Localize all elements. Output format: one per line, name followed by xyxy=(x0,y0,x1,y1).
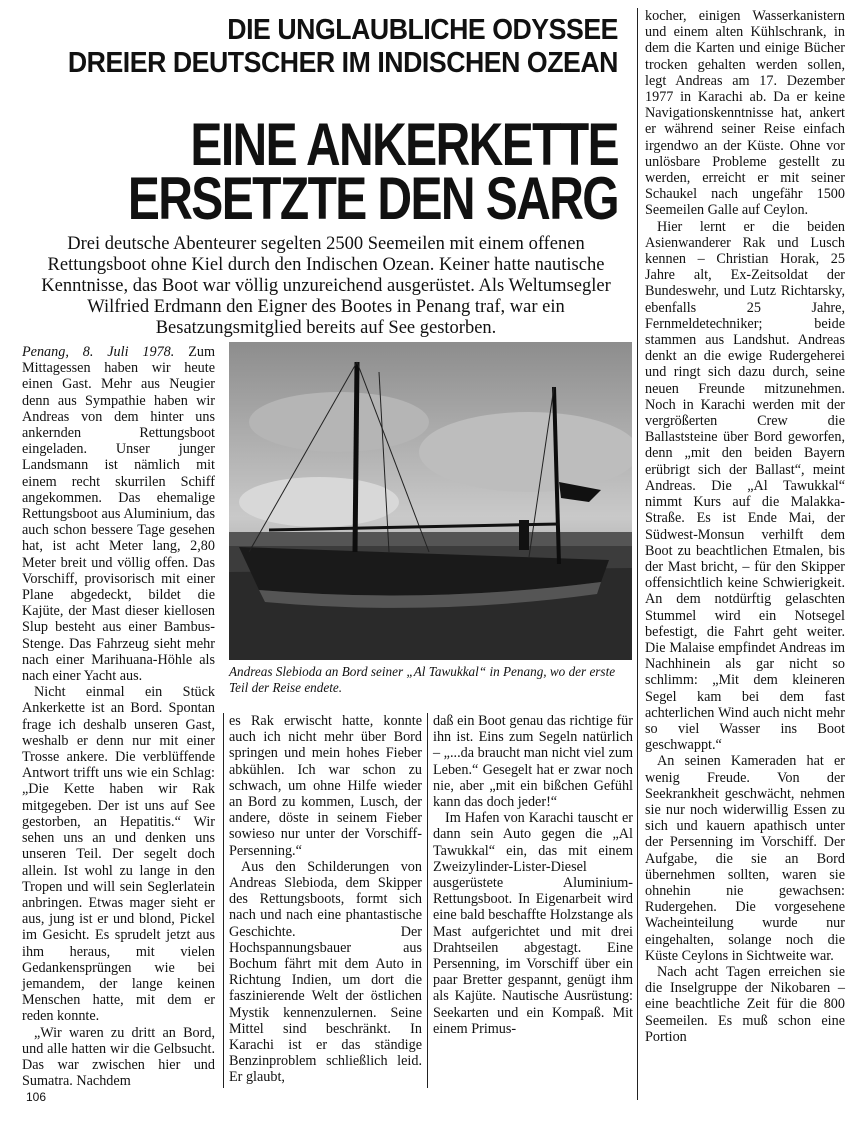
lead-paragraph: Drei deutsche Abenteurer segelten 2500 Seemeilen mit einem offenen Rettungsboot ohne Kiel durch den Indischen Ozean. Keiner hatte nautische Kenntnisse, das Boot war völlig unzureichend ausgerüstet. Als Weltumsegler Wilfried Erdmann den Eigner des Bootes in Penang traf, war ein Besatzungsmitglied bereits auf See gestorben. xyxy=(41,234,611,338)
article-column-2 xyxy=(229,713,422,1086)
page-number: 106 xyxy=(26,1090,47,1104)
paragraph: daß ein Boot genau das richtige für ihn ist. Eins zum Segeln natürlich – „...da braucht man nicht viel zum Leben.“ Gesegelt hat er zwar noch nie, aber „mit ein bißchen Gefühl kann das doch jeder!“ xyxy=(433,713,633,811)
column-rule xyxy=(223,713,224,1088)
kicker xyxy=(49,14,618,80)
boat-photo-image xyxy=(229,342,632,660)
boat-photo xyxy=(229,342,632,660)
kicker-line-1: DIE UNGLAUBLICHE ODYSSEE xyxy=(227,14,618,46)
paragraph: An seinen Kameraden hat er wenig Freude. Von der Seekrankheit geschwächt, nehmen sie nur noch widerwillig Essen zu sich und kauern apathisch unter der Persenning im Vorschiff. Der Aufgabe, die sie an Bord übernehmen sollten, waren sie ohnehin nie gewachsen: Rudergehen. Die vorgesehene Wacheinteilung wurde nur eingehalten, solange noch die Küste Ceylons in Sichtweite war. xyxy=(645,753,845,964)
headline-line-1: EINE ANKERKETTE xyxy=(190,111,618,178)
paragraph: Im Hafen von Karachi tauscht er dann sein Auto gegen die „Al Tawukkal“ ein, das mit einem Zweizylinder-Lister-Diesel ausgerüstete Aluminium-Rettungsboot. In Eigenarbeit wird eine bald beschaffte Holzstange als Mast aufgerichtet und mit drei Drahtseilen abgestagt. Eine Persenning, im Vorschiff über ein paar Bretter gespannt, genügt ihm als Kajüte. Nautische Ausrüstung: Seekarten und ein Kompaß. Mit einem Primus- xyxy=(433,810,633,1037)
headline-line-2: ERSETZTE DEN SARG xyxy=(127,165,619,232)
paragraph-text: Zum Mittagessen haben wir heute einen Gast. Mehr aus Neugier denn aus Sympathie haben wir Andreas von dem hinter uns ankernden Rettungsboot eingeladen. Unser junger Landsmann ist nämlich mit einem recht skurrilen Schiff angekommen. Das ehemalige Rettungsboot aus Aluminium, das auch schon bessere Tage gesehen hat, ist acht Meter lang, 2,80 Meter breit und völlig offen. Das Vorschiff, provisorisch mit einer Plane abgedeckt, bildet die Kajüte, der Mast dieser kiellosen Slup besteht aus einer Bambus-Stenge. Das Fahrzeug sieht mehr nach einer Marihuana-Höhle als nach einer Yacht aus. xyxy=(22,344,215,685)
dateline: Penang, 8. Juli 1978. xyxy=(22,344,175,360)
article-column-4 xyxy=(645,8,845,1045)
article-column-3 xyxy=(433,713,633,1037)
column-rule xyxy=(427,713,428,1088)
headline xyxy=(124,111,619,232)
photo-caption: Andreas Slebioda an Bord seiner „Al Tawukkal“ in Penang, wo der erste Teil der Reise endete. xyxy=(229,664,616,695)
column-rule xyxy=(637,8,638,1100)
paragraph: kocher, einigen Wasserkanistern und einem alten Kühlschrank, in dem die Karten und einige Bücher trocken gehalten werden sollen, legt Andreas am 17. Dezember 1977 in Karachi ab. Da er keine Navigationskenntnisse hat, ankert er während seiner Reise einfach irgendwo an der Küste. Ohne vor unlösbare Probleme gestellt zu werden, erreicht er mit seiner Schaukel nach ungefähr 1500 Seemeilen Galle auf Ceylon. xyxy=(645,8,845,219)
paragraph: Hier lernt er die beiden Asienwanderer Rak und Lusch kennen – Christian Horak, 25 Jahre alt, Ex-Zeitsoldat der Bundeswehr, und Lutz Richtarsky, ebenfalls 25 Jahre, Fernmeldetechniker; beide stammen aus Landshut. Andreas denkt an die ewige Rudergeherei und ringt sich dazu durch, seine neuen Freunde mitzunehmen. Noch in Karachi werden mit der vergrößerten Crew die Ballaststeine über Bord geworfen, denn „mit den beiden Bayern erübrigt sich der Ballast“, meint Andreas. Die „Al Tawukkal“ nimmt Kurs auf die Malakka-Straße. Es ist Ende Mai, der Südwest-Monsun verhilft dem Boot zu beachtlichen Etmalen, bis der Mast bricht, – für den Skipper offensichtlich keine Schwierigkeit. An dem notdürftig gelaschten Stummel wird ein Notsegel befestigt, die Fahrt geht weiter. Die Malaise empfindet Andreas im Nachhinein als gar nicht so schlimm: „Mit dem kleineren Segel kam bei dem fast achterlichen Wind auch nicht mehr so viel Wasser ins Boot geschwappt.“ xyxy=(645,218,845,754)
paragraph: Aus den Schilderungen von Andreas Slebioda, dem Skipper des Rettungsboots, formt sich nach und nach eine phantastische Geschichte. Der Hochspannungsbauer aus Bochum fährt mit dem Auto in Richtung Indien, um dort die faszinierende Welt der östlichen Mystik kennenzulernen. Seine Mittel sind beschränkt. In Karachi ist er das ständige Benzinproblem schließlich leid. Er glaubt, xyxy=(229,858,422,1086)
article-column-1 xyxy=(22,344,215,1089)
kicker-line-2: DREIER DEUTSCHER IM INDISCHEN OZEAN xyxy=(67,47,618,79)
paragraph: „Wir waren zu dritt an Bord, und alle hatten wir die Gelbsucht. Das war zwischen hier und Sumatra. Nachdem xyxy=(22,1024,215,1090)
paragraph: Nicht einmal ein Stück Ankerkette ist an Bord. Spontan frage ich deshalb unseren Gast, weshalb er denn nur mit einer Trosse ankere. Die verblüffende Antwort trifft uns wie ein Schlag: „Die Kette haben wir Rak mitgegeben. Der ist uns auf See gestorben, an Hepatitis.“ Wir sehen uns an und denken uns unseren Teil. Der segelt doch allein. Ist wohl zu lange in den Tropen und will sein Seglerlatein anbringen. Etwas mager sieht er aus, jung ist er und blond, Pickel im Gesicht. Es sprudelt jetzt aus ihm heraus, mit vielen Gedankensprüngen wie bei jemandem, der lange keinen Menschen hatte, mit dem er reden konnte. xyxy=(22,684,215,1025)
paragraph xyxy=(22,344,215,684)
paragraph: es Rak erwischt hatte, konnte auch ich nicht mehr über Bord springen und mein hohes Fieber abkühlen. Ich war schon zu schwach, um ohne Hilfe wieder an Bord zu kommen, Lusch, der andere, döste in seinem Fieber sowieso nur unter der Vorschiff-Persenning.“ xyxy=(229,713,422,859)
paragraph: Nach acht Tagen erreichen sie die Inselgruppe der Nikobaren – eine beachtliche Zeit für die 800 Seemeilen. Es muß schon eine Portion xyxy=(645,963,845,1045)
